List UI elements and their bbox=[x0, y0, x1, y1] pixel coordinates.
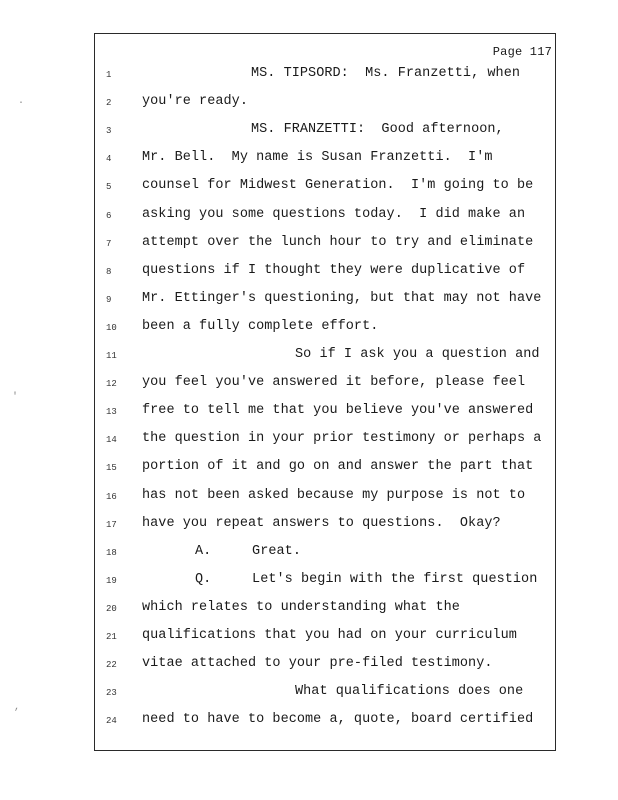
transcript-line bbox=[0, 150, 618, 170]
line-number: 18 bbox=[106, 547, 117, 558]
line-text: So if I ask you a question and bbox=[295, 347, 540, 362]
line-number: 21 bbox=[106, 632, 117, 642]
line-text: qualifications that you had on your curriculum bbox=[142, 628, 517, 643]
transcript-line bbox=[0, 263, 618, 283]
line-text: has not been asked because my purpose is not to bbox=[142, 487, 526, 503]
margin-tick: , bbox=[14, 702, 21, 713]
transcript-line bbox=[0, 544, 618, 564]
line-number: 24 bbox=[106, 716, 117, 727]
line-number: 3 bbox=[106, 126, 112, 137]
line-text: portion of it and go on and answer the part that bbox=[142, 459, 534, 475]
line-text: What qualifications does one bbox=[295, 684, 524, 700]
line-text: which relates to understanding what the bbox=[142, 599, 460, 615]
line-text: have you repeat answers to questions. Okay? bbox=[142, 515, 501, 531]
line-text: MS. FRANZETTI: Good afternoon, bbox=[251, 122, 504, 138]
line-number: 14 bbox=[106, 435, 117, 446]
transcript-line bbox=[0, 684, 618, 704]
line-text: Mr. Ettinger's questioning, but that may not have bbox=[142, 290, 542, 306]
transcript-line bbox=[0, 516, 618, 536]
transcript-line bbox=[0, 375, 618, 395]
line-text: you're ready. bbox=[142, 94, 248, 110]
line-number: 15 bbox=[106, 463, 117, 474]
line-number: 16 bbox=[106, 491, 117, 502]
transcript-line bbox=[0, 628, 618, 648]
transcript-line bbox=[0, 656, 618, 676]
line-text: been a fully complete effort. bbox=[142, 318, 379, 334]
margin-tick: · bbox=[18, 98, 25, 109]
line-number: 8 bbox=[106, 266, 112, 277]
line-text: MS. TIPSORD: Ms. Franzetti, when bbox=[251, 66, 520, 81]
line-number: 10 bbox=[106, 322, 117, 333]
transcript-line bbox=[0, 66, 618, 86]
line-text: vitae attached to your pre-filed testimony. bbox=[142, 656, 493, 672]
line-text: free to tell me that you believe you've answered bbox=[142, 403, 534, 419]
transcript-line bbox=[0, 459, 618, 479]
line-number: 12 bbox=[106, 379, 117, 390]
transcript-line bbox=[0, 94, 618, 114]
line-number: 9 bbox=[106, 294, 112, 305]
margin-tick: ' bbox=[12, 392, 19, 403]
transcript-line bbox=[0, 347, 618, 367]
transcript-line bbox=[0, 712, 618, 732]
line-text: counsel for Midwest Generation. I'm going to be bbox=[142, 178, 534, 194]
line-number: 19 bbox=[106, 575, 117, 586]
line-text: questions if I thought they were duplicative of bbox=[142, 262, 526, 278]
transcript-line bbox=[0, 319, 618, 339]
transcript-line bbox=[0, 178, 618, 198]
line-text: attempt over the lunch hour to try and eliminate bbox=[142, 234, 534, 250]
line-number: 7 bbox=[106, 238, 112, 249]
line-number: 4 bbox=[106, 154, 112, 165]
line-text: Q. Let's begin with the first question bbox=[195, 571, 538, 587]
line-number: 23 bbox=[106, 688, 117, 699]
line-number: 17 bbox=[106, 519, 117, 530]
line-text: you feel you've answered it before, please feel bbox=[142, 375, 526, 391]
line-number: 13 bbox=[106, 407, 117, 418]
line-text: the question in your prior testimony or perhaps a bbox=[142, 431, 542, 447]
line-number: 20 bbox=[106, 603, 117, 614]
line-text: Mr. Bell. My name is Susan Franzetti. I'm bbox=[142, 150, 493, 166]
transcript-line bbox=[0, 207, 618, 227]
transcript-line bbox=[0, 600, 618, 620]
transcript-line bbox=[0, 122, 618, 142]
line-number: 1 bbox=[106, 70, 112, 80]
line-text: asking you some questions today. I did make an bbox=[142, 206, 526, 222]
line-text: need to have to become a, quote, board certified bbox=[142, 712, 534, 728]
page-number: Page 117 bbox=[492, 45, 552, 59]
transcript-line bbox=[0, 291, 618, 311]
transcript-line bbox=[0, 235, 618, 255]
line-number: 5 bbox=[106, 182, 112, 193]
transcript-line bbox=[0, 403, 618, 423]
line-number: 22 bbox=[106, 660, 117, 671]
line-number: 2 bbox=[106, 98, 112, 109]
line-number: 11 bbox=[106, 351, 117, 361]
line-number: 6 bbox=[106, 210, 112, 221]
transcript-line bbox=[0, 572, 618, 592]
line-text: A. Great. bbox=[195, 543, 301, 559]
transcript-line bbox=[0, 488, 618, 508]
transcript-line bbox=[0, 431, 618, 451]
